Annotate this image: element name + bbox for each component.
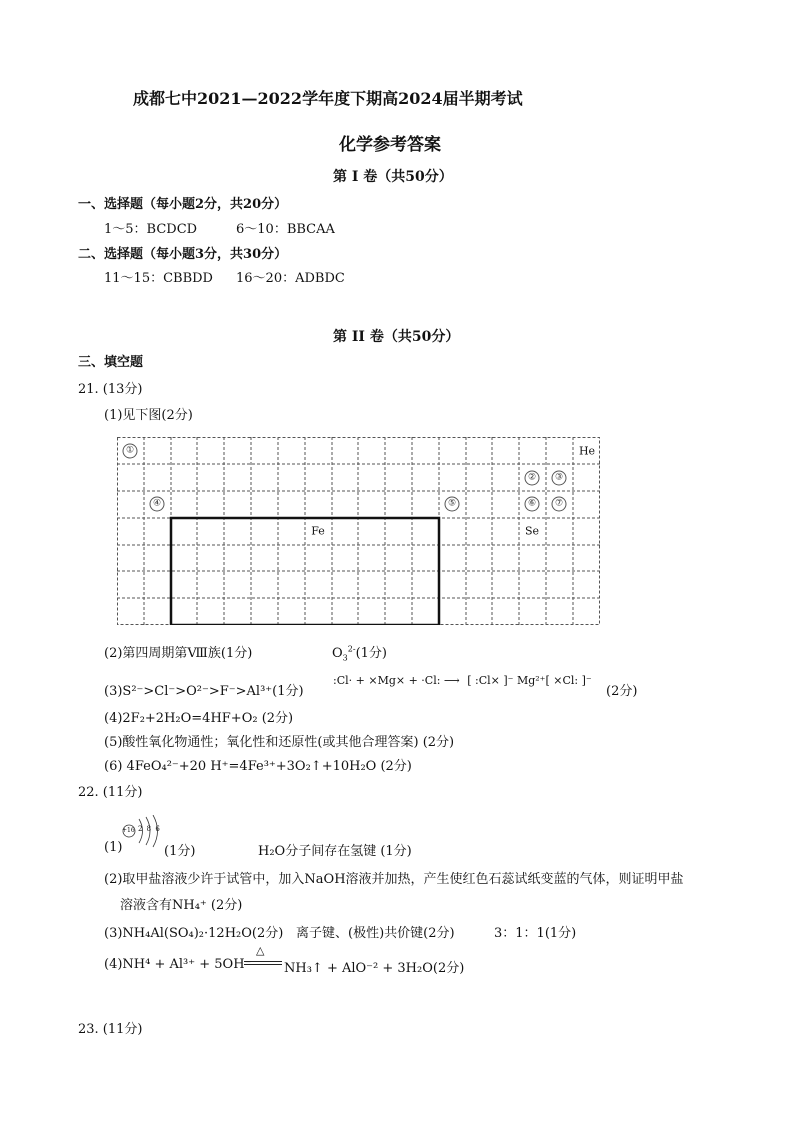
q22-p3b: 离子键、(极性)共价键(2分): [296, 926, 455, 941]
sec1-answers-a: 1～5：BCDCD: [104, 222, 198, 237]
heating-condition-arrow: [244, 944, 282, 970]
q21-p1: (1)见下图(2分): [104, 408, 193, 423]
equals-line-bottom: [244, 964, 282, 965]
page-subtitle: 化学参考答案: [339, 135, 441, 155]
cell-se: Se: [524, 524, 540, 538]
sulfur-atom-structure-diagram: [120, 815, 166, 855]
equation-left: :Cl· + ×Mg× + ·Cl: ⟶: [333, 674, 460, 687]
q21-p2b: [332, 642, 387, 663]
part1-heading: 第 I 卷（共50分）: [333, 169, 453, 185]
cell-marker-4: ④: [150, 497, 165, 512]
sec1-answers-b: 6～10：BBCAA: [236, 222, 335, 237]
q23-label: 23. (11分): [78, 1022, 143, 1037]
q21-p3: (3)S²⁻>Cl⁻>O²⁻>F⁻>Al³⁺(1分): [104, 684, 304, 699]
sec2-answers-a: 11～15：CBBDD: [104, 271, 213, 286]
q21-p3-score: (2分): [606, 684, 638, 699]
equals-line-top: [244, 961, 282, 962]
electron-formation-equation: [333, 674, 592, 687]
q22-p2-line1: (2)取甲盐溶液少许于试管中，加入NaOH溶液并加热，产生使红色石蕊试纸变蓝的气体，则证明甲盐: [104, 872, 684, 887]
atom-shell-labels: 2 8 6: [138, 825, 161, 833]
q21-p6: (6) 4FeO₄²⁻+20 H⁺=4Fe³⁺+3O₂↑+10H₂O (2分): [104, 759, 412, 774]
equation-right: [ :Cl× ]⁻ Mg²⁺[ ×Cl: ]⁻: [467, 674, 592, 687]
o3-superscript: 2-: [347, 644, 356, 654]
cell-marker-7: ⑦: [552, 497, 567, 512]
sec3-title: 三、填空题: [78, 355, 144, 370]
q22-p4-right: NH₃↑ + AlO⁻² + 3H₂O(2分): [284, 961, 465, 976]
q22-p1-score: (1分): [164, 844, 196, 859]
cell-marker-3: ③: [552, 471, 567, 486]
q22-p1b: H₂O分子间存在氢键 (1分): [258, 844, 412, 859]
cell-fe: Fe: [311, 524, 325, 538]
q21-p4: (4)2F₂+2H₂O=4HF+O₂ (2分): [104, 711, 294, 726]
q22-label: 22. (11分): [78, 785, 143, 800]
cell-marker-2: ②: [525, 471, 540, 486]
sec2-answers-b: 16～20：ADBDC: [236, 271, 345, 286]
cell-he: He: [578, 444, 596, 458]
q22-p3a: (3)NH₄Al(SO₄)₂·12H₂O(2分): [104, 926, 284, 941]
periodic-table-grid: [117, 437, 600, 625]
page-title: 成都七中2021—2022学年度下期高2024届半期考试: [133, 89, 523, 108]
cell-marker-1: ①: [123, 444, 138, 459]
q22-p4-left: (4)NH⁴ + Al³⁺ + 5OH⁻: [104, 957, 252, 972]
q21-label: 21. (13分): [78, 382, 143, 397]
heat-symbol: △: [256, 944, 265, 957]
cell-marker-5: ⑤: [445, 497, 460, 512]
q22-p1-prefix: (1): [104, 840, 123, 855]
sec2-title: 二、选择题（每小题3分，共30分）: [78, 247, 288, 262]
q21-p5: (5)酸性氧化物通性；氧化性和还原性(或其他合理答案) (2分): [104, 735, 455, 750]
o3-formula: O: [332, 646, 343, 661]
o3-subscript: 3: [342, 653, 348, 663]
atom-diagram-svg: [120, 815, 166, 855]
cell-marker-6: ⑥: [525, 497, 540, 512]
q22-p3c: 3：1：1(1分): [494, 926, 577, 941]
o3-score: (1分): [355, 646, 387, 661]
sec1-title: 一、选择题（每小题2分，共20分）: [78, 197, 288, 212]
atom-nucleus-label: +16: [122, 827, 135, 834]
q21-p2a: (2)第四周期第Ⅷ族(1分): [104, 646, 253, 661]
q22-p2-line2: 溶液含有NH₄⁺ (2分): [120, 898, 243, 913]
part2-heading: 第 II 卷（共50分）: [333, 329, 460, 345]
